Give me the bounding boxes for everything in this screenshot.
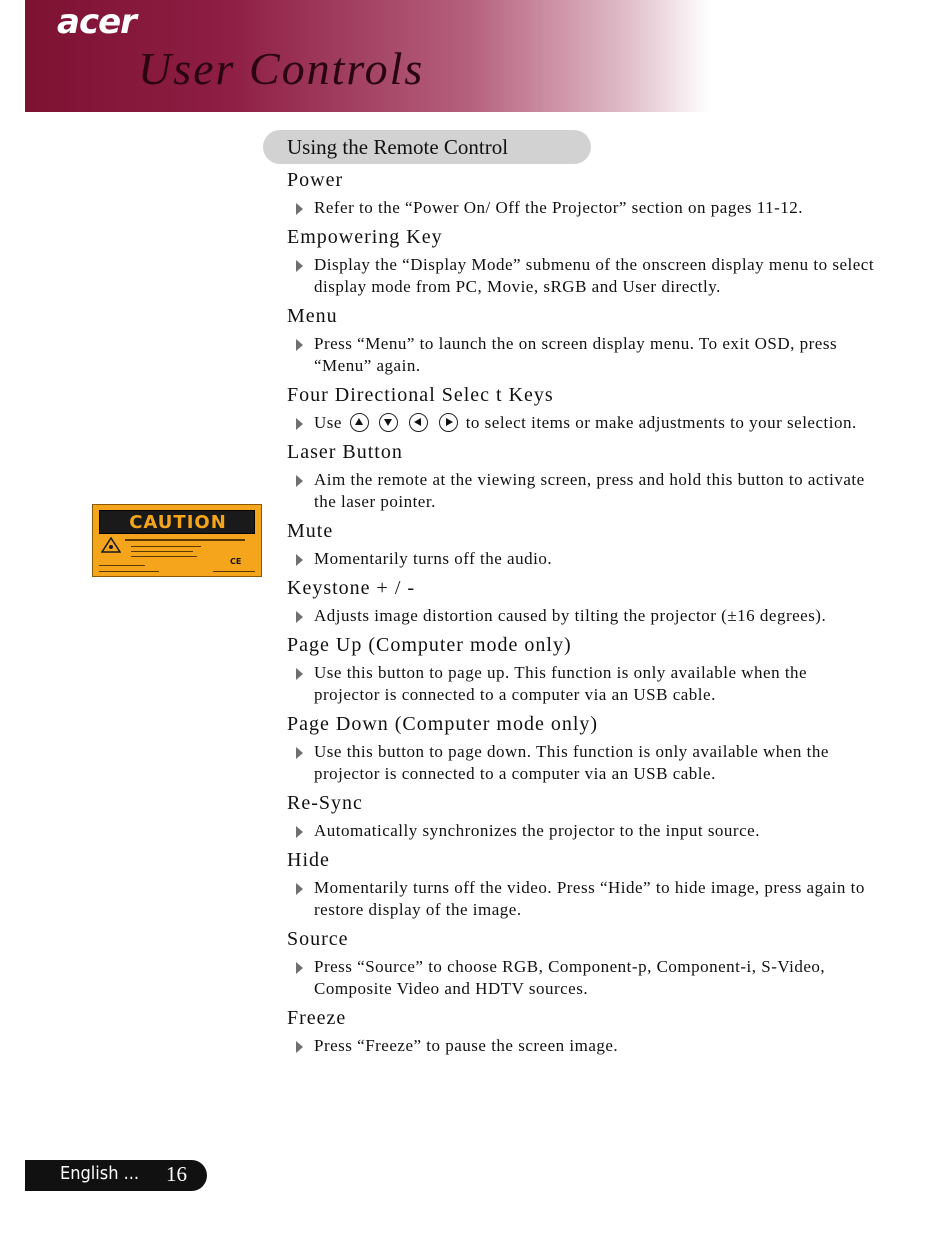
bullet-arrow-icon [296, 203, 303, 215]
item-menu [287, 304, 877, 377]
item-description [287, 254, 877, 298]
page-number: 16 [166, 1162, 187, 1186]
item-description [287, 877, 877, 921]
down-arrow-icon [379, 413, 398, 432]
item-heading: Keystone + / - [287, 577, 416, 599]
item-heading: Hide [287, 849, 330, 871]
ce-mark: CE [230, 557, 242, 566]
item-text: Display the “Display Mode” submenu of the onscreen display menu to select display mode from PC, Movie, sRGB and User directly. [314, 255, 875, 296]
item-heading: Page Up (Computer mode only) [287, 634, 572, 656]
item-description [287, 333, 877, 377]
item-heading: Freeze [287, 1007, 347, 1029]
label-fine-print [99, 565, 145, 566]
item-description [287, 1035, 877, 1057]
page-footer [25, 1160, 207, 1191]
item-text: Momentarily turns off the video. Press “Hide” to hide image, press again to restore display of the image. [314, 878, 865, 919]
item-description [287, 820, 877, 842]
item-re-sync [287, 791, 877, 842]
item-description [287, 741, 877, 785]
remote-control-list [287, 168, 877, 1063]
item-heading: Source [287, 928, 349, 950]
bullet-arrow-icon [296, 339, 303, 351]
item-text: Use [314, 413, 342, 432]
label-fine-print [131, 546, 201, 547]
item-text: Press “Source” to choose RGB, Component-p, Component-i, S-Video, Composite Video and HDTV sources. [314, 957, 826, 998]
item-source [287, 927, 877, 1000]
bullet-arrow-icon [296, 418, 303, 430]
item-heading: Mute [287, 520, 334, 542]
label-fine-print [125, 539, 245, 541]
item-text: Momentarily turns off the audio. [314, 549, 553, 568]
item-heading: Menu [287, 305, 338, 327]
caution-title-bar [99, 510, 255, 534]
item-heading: Four Directional Selec t Keys [287, 384, 554, 406]
bullet-arrow-icon [296, 883, 303, 895]
item-text: Use this button to page up. This function is only available when the projector is connected to a computer via an USB cable. [314, 663, 808, 704]
right-arrow-icon [439, 413, 458, 432]
item-power [287, 168, 877, 219]
bullet-arrow-icon [296, 1041, 303, 1053]
item-description [287, 662, 877, 706]
item-mute [287, 519, 877, 570]
footer-language: English ... [60, 1163, 140, 1184]
item-hide [287, 848, 877, 921]
item-description [287, 605, 877, 627]
item-freeze [287, 1006, 877, 1057]
bullet-arrow-icon [296, 554, 303, 566]
label-fine-print [99, 571, 159, 572]
bullet-arrow-icon [296, 826, 303, 838]
laser-warning-icon [101, 537, 121, 553]
item-page-up [287, 633, 877, 706]
item-four-directional-keys [287, 383, 877, 434]
caution-title: CAUTION [129, 512, 227, 533]
left-arrow-icon [409, 413, 428, 432]
bullet-arrow-icon [296, 475, 303, 487]
section-header [263, 130, 591, 164]
item-heading: Power [287, 169, 344, 191]
item-text: Adjusts image distortion caused by tilting the projector (±16 degrees). [314, 606, 827, 625]
section-title: Using the Remote Control [287, 135, 509, 159]
item-heading: Page Down (Computer mode only) [287, 713, 599, 735]
acer-logo: acer [57, 2, 136, 42]
item-laser-button [287, 440, 877, 513]
item-text: to select items or make adjustments to your selection. [465, 413, 857, 432]
item-heading: Empowering Key [287, 226, 443, 248]
item-text: Press “Menu” to launch the on screen display menu. To exit OSD, press “Menu” again. [314, 334, 838, 375]
item-text: Aim the remote at the viewing screen, press and hold this button to activate the laser pointer. [314, 470, 865, 511]
bullet-arrow-icon [296, 962, 303, 974]
label-fine-print [131, 556, 197, 557]
item-description [287, 469, 877, 513]
item-description [287, 548, 877, 570]
item-text: Automatically synchronizes the projector to the input source. [314, 821, 760, 840]
item-keystone [287, 576, 877, 627]
bullet-arrow-icon [296, 668, 303, 680]
item-description [287, 956, 877, 1000]
item-description [287, 197, 877, 219]
bullet-arrow-icon [296, 747, 303, 759]
up-arrow-icon [350, 413, 369, 432]
item-heading: Re-Sync [287, 792, 363, 814]
item-heading: Laser Button [287, 441, 403, 463]
item-text: Press “Freeze” to pause the screen image. [314, 1036, 619, 1055]
bullet-arrow-icon [296, 260, 303, 272]
item-text: Use this button to page down. This function is only available when the projector is connected to a computer via an USB cable. [314, 742, 829, 783]
item-empowering-key [287, 225, 877, 298]
label-fine-print [213, 571, 255, 572]
item-text: Refer to the “Power On/ Off the Projector” section on pages 11-12. [314, 198, 804, 217]
caution-label-image [92, 504, 262, 577]
bullet-arrow-icon [296, 611, 303, 623]
label-fine-print [131, 551, 193, 552]
chapter-title: User Controls [138, 43, 425, 94]
item-description [287, 412, 877, 434]
item-page-down [287, 712, 877, 785]
